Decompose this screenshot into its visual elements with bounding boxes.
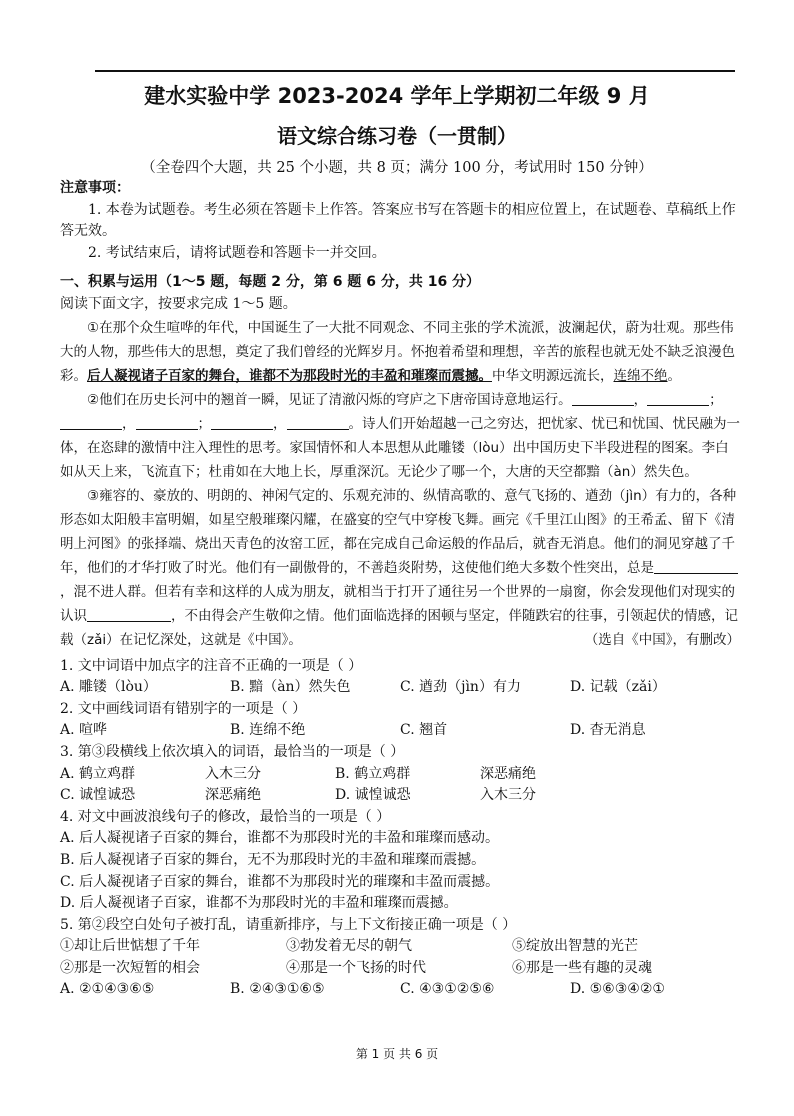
q4-option-b[interactable]: B. 后人凝视诸子百家的舞台，无不为那段时光的丰盈和璀璨而震撼。: [60, 851, 486, 868]
exam-title-line2: 语文综合练习卷（一贯制）: [277, 124, 517, 148]
q4-option-a[interactable]: A. 后人凝视诸子百家的舞台，谁都不为那段时光的丰盈和璀璨而感动。: [60, 830, 500, 847]
q1-option-a[interactable]: A. 雕镂（lòu）: [60, 679, 157, 696]
header-rule: [95, 70, 735, 72]
q1-options: [60, 677, 740, 699]
q1-option-b[interactable]: B. 黯（àn）然失色: [230, 679, 351, 696]
q5-item-2: ②那是一次短暂的相会: [60, 959, 200, 976]
blank-4[interactable]: [136, 415, 198, 430]
exam-info: （全卷四个大题，共 25 个小题，共 8 页；满分 100 分，考试用时 150 分钟）: [141, 160, 653, 176]
q3-options-row2: [60, 785, 740, 807]
passage-para-2: ②他们在历史长河中的翘首一瞬，见证了清澈闪烁的穹庐之下唐帝国诗意地运行。 ， ；， ； ， 。诗人们开始超越一己之穷达，把忧家、忧已和忧国、忧民融为一体，在恣肆的激情中注入理性的思考。家国情怀和人本思想从此雕镂（lòu）出中国历史下半段进程的图案。李白如从天上来，飞流直下；杜甫如在大地上长，厚重深沉。无论少了哪一个，大唐的天空都黯（àn）然失色。: [60, 391, 740, 480]
blank-2[interactable]: [647, 391, 709, 406]
q5-item-5: ⑤绽放出智慧的光芒: [512, 938, 638, 955]
q1-option-d[interactable]: D. 记载（zǎi）: [570, 679, 666, 696]
para2-text-a: ②他们在历史长河中的翘首一瞬，见证了清澈闪烁的穹庐之下唐帝国诗意地运行。: [87, 391, 572, 408]
note-1: 1. 本卷为试题卷。考生必须在答题卡上作答。答案应书写在答题卡的相应位置上，在试题卷、草稿纸上作答无效。: [60, 201, 736, 240]
q5-item-6: ⑥那是一些有趣的灵魂: [512, 959, 652, 976]
q3-option-c[interactable]: C. 诚惶诚恐: [60, 787, 136, 804]
q5-items-row2: [60, 958, 740, 980]
para3-source: （选自《中国》，有删改）: [584, 631, 740, 648]
q3-option-d-word2: 入木三分: [480, 787, 536, 804]
q5-option-c[interactable]: C. ④③①②⑤⑥: [400, 981, 495, 998]
notes-heading: 注意事项：: [60, 180, 130, 196]
q4-option-d[interactable]: D. 后人凝视诸子百家，谁都不为那段时光的丰盈和璀璨而震撼。: [60, 895, 458, 912]
section1-heading: 一、积累与运用（1～5 题，每题 2 分，第 6 题 6 分，共 16 分）: [60, 274, 481, 291]
blank-1[interactable]: [572, 391, 634, 406]
q2-option-c[interactable]: C. 翘首: [400, 722, 448, 739]
q3-option-b-word2: 深恶痛绝: [480, 765, 536, 782]
q3-option-c-word2: 深恶痛绝: [205, 787, 261, 804]
q5-option-d[interactable]: D. ⑤⑥③④②①: [570, 981, 665, 998]
para2-text-b: 。诗人们开始超越一己之穷达，把忧家、忧已和忧国、忧民融为一体，在恣肆的激情中注入理性的思考。家国情怀和人本思想从此雕镂（lòu）出中国历史下半段进程的图案。李白如从天上来，飞流直下；杜甫如在大地上长，厚重深沉。无论少了哪一个，大唐的天空都黯（àn）然失色。: [60, 415, 740, 480]
q2-stem: 2. 文中画线词语有错别字的一项是（ ）: [60, 700, 307, 717]
q5-stem: 5. 第②段空白处句子被打乱，请重新排序，与上下文衔接正确一项是（ ）: [60, 916, 517, 933]
q3-option-a[interactable]: A. 鹤立鸡群: [60, 765, 136, 782]
q3-options-row1: [60, 764, 740, 786]
note-2: 2. 考试结束后，请将试题卷和答题卡一并交回。: [88, 244, 386, 261]
q3-option-d[interactable]: D. 诚惶诚恐: [335, 787, 411, 804]
q5-item-3: ③勃发着无尽的朝气: [286, 938, 412, 955]
passage-para-3: [60, 484, 740, 652]
para3-text-a: ③雍容的、豪放的、明朗的、神闲气定的、乐观充沛的、纵情高歌的、意气飞扬的、遒劲（jìn）有力的，各种形态如太阳般丰富明媚，如星空般璀璨闪耀，在盛宴的空气中穿梭飞舞。画完《千里江山图》的王希孟、留下《清明上河图》的张择端、烧出天青色的汝窑工匠，都在完成自己命运般的作品后，就杳无消息。他们的洞见穿越了千年，他们的才华打败了时光。他们有一副傲骨的，不善趋炎附势，这使他们绝大多数个性突出，总是: [60, 487, 737, 576]
para3-text-c: ，不由得会产生敬仰之情。他们面临选择的困顿与坚定，伴随跌宕的往事，引领起伏的情感，记载（zǎi）在记忆深处，这就是《中国》。: [60, 607, 738, 648]
para1-text-a: ①在那个众生喧哗的年代，中国诞生了一大批不同观念、不同主张的学术流派，波澜起伏，蔚为壮观。那些伟大的人物，那些伟大的思想，奠定了我们曾经的光辉岁月。怀抱着希望和理想，辛苦的旅程也就无处不缺乏浪漫色彩。: [60, 319, 735, 384]
q5-items-row1: [60, 936, 740, 958]
q2-option-b[interactable]: B. 连绵不绝: [230, 722, 306, 739]
q2-option-a[interactable]: A. 喧哗: [60, 722, 108, 739]
para3-text-b: ，混不进人群。但若有幸和这样的人成为朋友，就相当于打开了通往另一个世界的一扇窗，你会发现他们对现实的认识: [60, 583, 735, 624]
passage-para-1: [60, 316, 740, 388]
q2-options: [60, 720, 740, 742]
q5-options: [60, 979, 740, 1001]
q5-item-1: ①却让后世惦想了千年: [60, 938, 200, 955]
q5-item-4: ④那是一个飞扬的时代: [286, 959, 426, 976]
para1-text-e: 。: [667, 367, 681, 384]
q3-option-b[interactable]: B. 鹤立鸡群: [335, 765, 411, 782]
blank-6[interactable]: [287, 415, 349, 430]
q3-option-a-word2: 入木三分: [205, 765, 261, 782]
exam-title-line1: 建水实验中学 2023-2024 学年上学期初二年级 9 月: [144, 84, 650, 108]
para1-text-c: 中华文明源远流长，: [492, 367, 614, 384]
blank-7[interactable]: [654, 559, 738, 574]
blank-5[interactable]: [211, 415, 273, 430]
q4-stem: 4. 对文中画波浪线句子的修改，最恰当的一项是（ ）: [60, 808, 391, 825]
q5-option-b[interactable]: B. ②④③①⑥⑤: [230, 981, 325, 998]
page-footer: 第 1 页 共 6 页: [355, 1047, 439, 1061]
para1-wavy-sentence: 后人凝视诸子百家的舞台，谁都不为那段时光的丰盈和璀璨而震撼。: [87, 367, 492, 384]
exam-body: [60, 178, 740, 1001]
q3-stem: 3. 第③段横线上依次填入的词语，最恰当的一项是（ ）: [60, 743, 405, 760]
blank-8[interactable]: [87, 607, 171, 622]
q5-option-a[interactable]: A. ②①④③⑥⑤: [60, 981, 155, 998]
q2-option-d[interactable]: D. 杳无消息: [570, 722, 646, 739]
q4-option-c[interactable]: C. 后人凝视诸子百家的舞台，谁都不为那段时光的璀璨和丰盈而震撼。: [60, 873, 500, 890]
q1-option-c[interactable]: C. 遒劲（jìn）有力: [400, 679, 521, 696]
blank-3[interactable]: [60, 415, 122, 430]
section1-instruction: 阅读下面文字，按要求完成 1～5 题。: [60, 295, 297, 312]
para1-underlined-word: 连绵不绝: [613, 367, 668, 384]
q1-stem: 1. 文中词语中加点字的注音不正确的一项是（ ）: [60, 657, 363, 674]
